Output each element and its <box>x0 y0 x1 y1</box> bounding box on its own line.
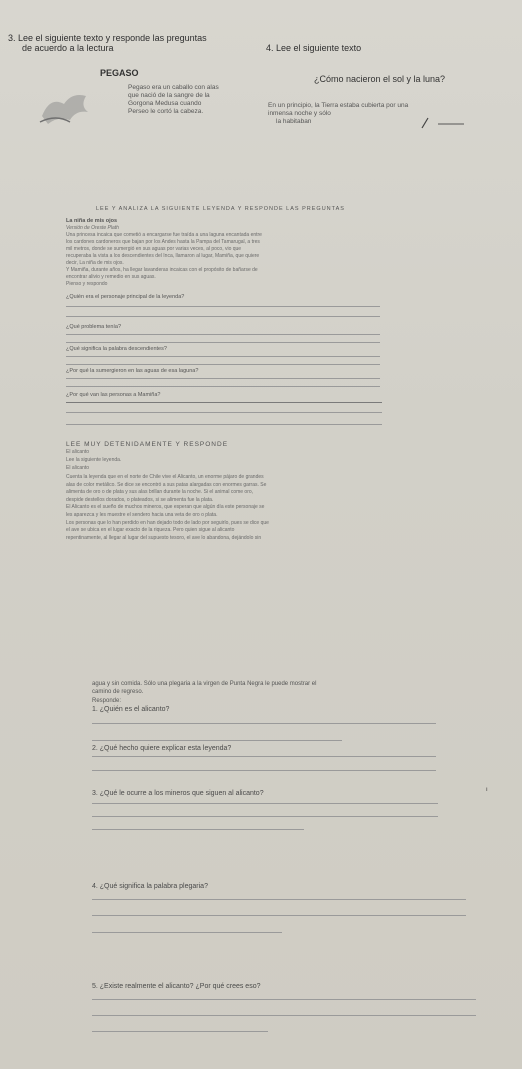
answer-line[interactable] <box>66 342 380 343</box>
leyenda-2-body <box>66 474 514 542</box>
leyenda-2-question-4: 4. ¿Qué significa la palabra plegaria? <box>92 883 208 890</box>
leyenda-2-body-line: les aparezca y les muestre el sendero hacia una veta de oro o plata. <box>66 511 218 518</box>
leyenda-1-question-5: ¿Por qué van las personas a Mamiña? <box>66 392 161 398</box>
pegaso-text <box>128 84 268 116</box>
leyenda-2-instruction: LEE MUY DETENIDAMENTE Y RESPONDE <box>66 441 229 448</box>
leyenda-2-body-line: despide destellos dorados, o plateados, si se alimenta fue la plata. <box>66 496 214 503</box>
answer-line[interactable] <box>66 356 380 357</box>
answer-line[interactable] <box>66 386 380 387</box>
answer-line[interactable] <box>66 402 382 403</box>
leyenda-2-body-line: el ave se ubica en el lugar exacto de la riqueza. Pero quien sigue al alicanto <box>66 527 235 534</box>
answer-line[interactable] <box>66 316 380 317</box>
answer-line[interactable] <box>66 364 380 365</box>
leyenda-2-question-1: 1. ¿Quién es el alicanto? <box>92 706 170 713</box>
leyenda-1-body-line: decir, La niña de mis ojos. <box>66 260 124 266</box>
answer-line[interactable] <box>92 740 342 741</box>
pegaso-text-line: que nació de la sangre de la <box>128 92 210 99</box>
answer-line[interactable] <box>66 334 380 335</box>
leyenda-2-question-3: 3. ¿Qué le ocurre a los mineros que siguen al alicanto? <box>92 790 264 797</box>
leyenda-2-body-line: agua y sin comida. Sólo una plegaria a la virgen de Punta Negra le puede mostrar el <box>92 681 317 687</box>
leyenda-2-body-line: El Alicanto es el sueño de muchos mineros, que esperan que algún día este personaje se <box>66 504 265 511</box>
leyenda-1-body-line: encontrar alivio y remedio en sus aguas. <box>66 274 156 280</box>
exercise-3-number: 3. <box>8 33 16 43</box>
pencil-mark: ı <box>486 787 488 793</box>
answer-line[interactable] <box>92 756 436 757</box>
respond-label: Responde: <box>92 698 122 704</box>
pegaso-text-line: Perseo le cortó la cabeza. <box>128 108 204 115</box>
leyenda-1-question-2: ¿Qué problema tenía? <box>66 324 122 330</box>
answer-line[interactable] <box>66 424 382 425</box>
sol-luna-text-line: inmensa noche y sólo <box>268 110 331 117</box>
leyenda-1-body-line: los cardones cardoneros que bajan por los Andes hasta la Pampa del Tamarugal, a tres <box>66 239 260 245</box>
pegaso-text-line: Pegaso era un caballo con alas <box>128 84 219 91</box>
leyenda-2-body-line: Cuenta la leyenda que en el norte de Chile vive el Alicanto, un enorme pájaro de grandes <box>66 474 264 480</box>
leyenda-1-title: La niña de mis ojos <box>66 218 118 224</box>
answer-line[interactable] <box>92 915 466 916</box>
sol-luna-title: ¿Cómo nacieron el sol y la luna? <box>314 74 446 84</box>
leyenda-2-question-2: 2. ¿Qué hecho quiere explicar esta leyenda? <box>92 745 232 752</box>
answer-line[interactable] <box>92 803 438 804</box>
leyenda-2-small-title: El alicanto <box>66 449 90 455</box>
leyenda-2-lead: Lee la siguiente leyenda. <box>66 457 122 463</box>
leyenda-1-instruction: LEE Y ANALIZA LA SIGUIENTE LEYENDA Y RESPONDE LAS PREGUNTAS <box>96 206 345 212</box>
leyenda-1-question-4: ¿Por qué la sumergieron en las aguas de esa laguna? <box>66 368 199 374</box>
leyenda-1-body-line: mil metros, donde se sumergió en sus aguas por varias veces, al poco, vio que <box>66 246 242 252</box>
leyenda-1-body-line: Una princesa incaica que cometió a encargarse fue traída a una laguna encantada entre <box>66 232 262 238</box>
answer-line[interactable] <box>66 412 382 413</box>
exercise-3-instruction-line2: de acuerdo a la lectura <box>22 43 114 53</box>
leyenda-1-body <box>66 232 466 288</box>
answer-line[interactable] <box>92 770 436 771</box>
answer-line[interactable] <box>92 932 282 933</box>
answer-line[interactable] <box>66 378 380 379</box>
pegaso-illustration <box>36 86 96 128</box>
leyenda-2-question-5: 5. ¿Existe realmente el alicanto? ¿Por qué crees eso? <box>92 983 261 990</box>
sol-luna-text-line: la habitaban <box>276 118 312 125</box>
answer-line[interactable] <box>92 816 438 817</box>
answer-line[interactable] <box>92 723 436 724</box>
leyenda-1-question-3: ¿Qué significa la palabra descendientes? <box>66 346 167 352</box>
pegaso-text-line: Gorgona Medusa cuando <box>128 100 202 107</box>
leyenda-2-body-continued <box>92 680 512 696</box>
answer-line[interactable] <box>66 306 380 307</box>
answer-line[interactable] <box>92 999 476 1000</box>
exercise-3-instruction: Lee el siguiente texto y responde las preguntas <box>18 33 207 43</box>
leyenda-1-body-line: Pienso y respondo <box>66 281 108 287</box>
exercise-4-heading <box>266 43 361 53</box>
leyenda-1-question-1: ¿Quién era el personaje principal de la leyenda? <box>66 294 185 300</box>
pegaso-title: PEGASO <box>100 68 139 78</box>
leyenda-1-subtitle: Versión de Oreste Plath <box>66 225 119 231</box>
exercise-4-number: 4. <box>266 43 274 53</box>
leyenda-2-body-line: camino de regreso. <box>92 689 144 695</box>
sol-luna-text-line: En un principio, la Tierra estaba cubierta por una <box>268 102 409 109</box>
exercise-4-instruction: Lee el siguiente texto <box>276 43 362 53</box>
leyenda-2-body-line: alimenta de oro o de plata y sus alas brillan durante la noche. Si el animal come oro, <box>66 489 254 496</box>
leyenda-2-body-line: Los personas que lo han perdido en han dejado todo de lado por seguirlo, pues se dice que <box>66 519 269 526</box>
sun-moon-doodle <box>420 116 480 130</box>
answer-line[interactable] <box>92 829 304 830</box>
leyenda-1-body-line: Y Mamiña, durante años, ha llegar lavanderas incaicas con el propósito de bañarse de <box>66 267 258 273</box>
answer-line[interactable] <box>92 899 466 900</box>
exercise-3-heading <box>8 33 207 43</box>
leyenda-1-body-line: recuperaba la vista a los descendientes del Inca, llamaron al lugar, Mamiña, que quiere <box>66 253 260 259</box>
answer-line[interactable] <box>92 1015 476 1016</box>
leyenda-2-body-line: alas de color metálico. Se dice se encontró a sus patas alargadas con enormes garras. Se <box>66 481 267 488</box>
answer-line[interactable] <box>92 1031 268 1032</box>
leyenda-2-title: El alicanto <box>66 465 90 471</box>
leyenda-2-body-line: repentinamente, al llegar al lugar del supuesto tesoro, el ave lo abandona, dejándolo sin <box>66 534 262 541</box>
